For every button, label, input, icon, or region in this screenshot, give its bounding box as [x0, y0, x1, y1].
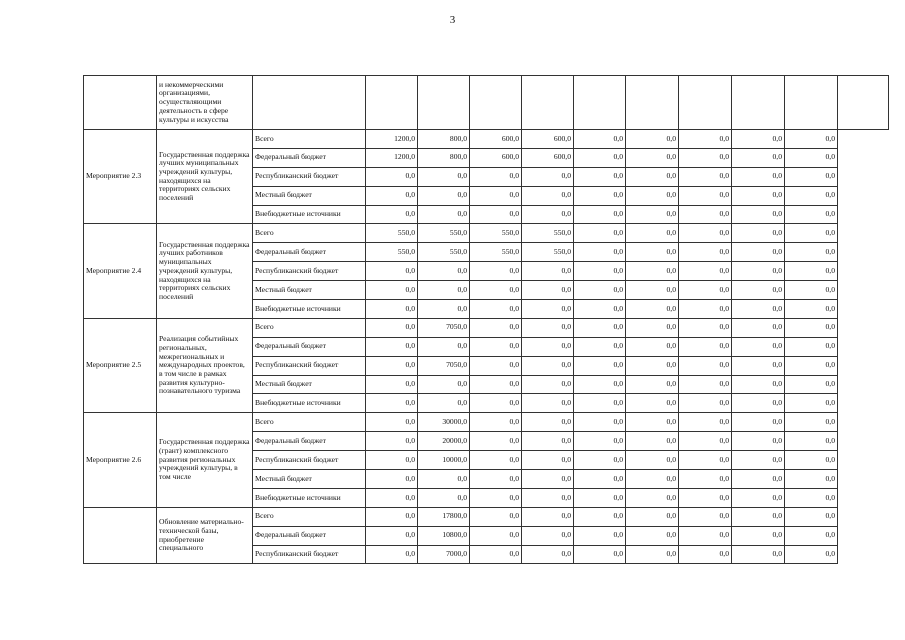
- continuation-name: и некоммерческими организациями, осуществляющими деятельность в сфере культуры и искусства: [159, 79, 229, 124]
- value-cell: 0,0: [418, 470, 470, 489]
- value-cell: 0,0: [418, 167, 470, 186]
- value-cell: 0,0: [785, 281, 838, 300]
- value-cell: 0,0: [679, 526, 732, 545]
- value-cell: 0,0: [574, 356, 626, 375]
- value-cell: 0,0: [366, 451, 418, 470]
- value-cell: 0,0: [418, 337, 470, 356]
- continuation-empty-cell: [470, 76, 522, 130]
- value-cell: 0,0: [679, 337, 732, 356]
- value-cell: 0,0: [366, 488, 418, 507]
- value-cell: 0,0: [522, 470, 574, 489]
- value-cell: 0,0: [470, 545, 522, 564]
- value-cell: 800,0: [418, 148, 470, 167]
- value-cell: 0,0: [418, 375, 470, 394]
- value-cell: 0,0: [522, 281, 574, 300]
- funding-source: Всего: [253, 130, 366, 149]
- value-cell: 0,0: [574, 186, 626, 205]
- value-cell: 0,0: [470, 167, 522, 186]
- continuation-empty-cell: [626, 76, 679, 130]
- value-cell: 0,0: [418, 205, 470, 224]
- funding-source: Всего: [253, 413, 366, 432]
- value-cell: 0,0: [732, 300, 785, 319]
- value-cell: 0,0: [574, 394, 626, 413]
- value-cell: 600,0: [470, 130, 522, 149]
- value-cell: 0,0: [626, 432, 679, 451]
- funding-source: Федеральный бюджет: [253, 337, 366, 356]
- value-cell: 0,0: [732, 224, 785, 243]
- value-cell: 0,0: [366, 318, 418, 337]
- event-name-cell: [157, 413, 253, 507]
- funding-source: Внебюджетные источники: [253, 205, 366, 224]
- value-cell: 0,0: [785, 507, 838, 526]
- event-name-cell: [157, 130, 253, 224]
- value-cell: 0,0: [732, 375, 785, 394]
- value-cell: 0,0: [574, 205, 626, 224]
- value-cell: 0,0: [626, 545, 679, 564]
- value-cell: 0,0: [679, 375, 732, 394]
- value-cell: 0,0: [470, 262, 522, 281]
- value-cell: 0,0: [366, 167, 418, 186]
- value-cell: 0,0: [626, 300, 679, 319]
- value-cell: 0,0: [626, 243, 679, 262]
- event-cell: [84, 507, 157, 564]
- funding-source: Республиканский бюджет: [253, 262, 366, 281]
- value-cell: 0,0: [626, 205, 679, 224]
- value-cell: 0,0: [522, 488, 574, 507]
- value-cell: 0,0: [732, 130, 785, 149]
- value-cell: 0,0: [732, 470, 785, 489]
- value-cell: 0,0: [418, 186, 470, 205]
- value-cell: 0,0: [366, 526, 418, 545]
- value-cell: 0,0: [626, 318, 679, 337]
- value-cell: 550,0: [366, 243, 418, 262]
- value-cell: 0,0: [785, 318, 838, 337]
- continuation-empty-cell: [253, 76, 366, 130]
- value-cell: 0,0: [574, 413, 626, 432]
- event-name: Государственная поддержка (грант) комплексного развития региональных учреждений культуры, в том числе: [159, 437, 250, 482]
- value-cell: 0,0: [785, 148, 838, 167]
- value-cell: 0,0: [470, 507, 522, 526]
- value-cell: 0,0: [574, 262, 626, 281]
- value-cell: 0,0: [679, 488, 732, 507]
- value-cell: 0,0: [522, 394, 574, 413]
- value-cell: 17800,0: [418, 507, 470, 526]
- event-name: Государственная поддержка лучших работников муниципальных учреждений культуры, находящихся на территориях сельских поселений: [159, 239, 250, 301]
- event-name-cell: [157, 507, 253, 564]
- value-cell: 0,0: [366, 281, 418, 300]
- funding-source: Республиканский бюджет: [253, 167, 366, 186]
- value-cell: 7000,0: [418, 545, 470, 564]
- value-cell: 600,0: [522, 148, 574, 167]
- value-cell: 0,0: [522, 432, 574, 451]
- value-cell: 0,0: [679, 167, 732, 186]
- value-cell: 0,0: [679, 356, 732, 375]
- funding-source: Местный бюджет: [253, 375, 366, 394]
- value-cell: 0,0: [732, 507, 785, 526]
- value-cell: 0,0: [626, 451, 679, 470]
- funding-source: Внебюджетные источники: [253, 488, 366, 507]
- event-label: Мероприятие 2.6: [86, 454, 142, 464]
- value-cell: 0,0: [785, 451, 838, 470]
- value-cell: 0,0: [732, 451, 785, 470]
- event-cell: [84, 130, 157, 224]
- value-cell: 0,0: [574, 224, 626, 243]
- value-cell: 0,0: [470, 356, 522, 375]
- value-cell: 0,0: [732, 167, 785, 186]
- funding-source: Республиканский бюджет: [253, 451, 366, 470]
- value-cell: 0,0: [522, 205, 574, 224]
- value-cell: 0,0: [522, 167, 574, 186]
- value-cell: 0,0: [679, 243, 732, 262]
- value-cell: 0,0: [418, 488, 470, 507]
- continuation-empty-cell: [838, 76, 889, 130]
- value-cell: 0,0: [626, 394, 679, 413]
- value-cell: 550,0: [522, 224, 574, 243]
- value-cell: 0,0: [574, 337, 626, 356]
- value-cell: 0,0: [785, 413, 838, 432]
- value-cell: 0,0: [732, 186, 785, 205]
- value-cell: 0,0: [574, 148, 626, 167]
- value-cell: 0,0: [366, 205, 418, 224]
- value-cell: 0,0: [470, 318, 522, 337]
- value-cell: 0,0: [574, 318, 626, 337]
- event-name: Обновление материально-технической базы, приобретение специального: [159, 517, 244, 553]
- value-cell: 0,0: [732, 526, 785, 545]
- value-cell: 0,0: [366, 394, 418, 413]
- value-cell: 0,0: [574, 243, 626, 262]
- value-cell: 0,0: [574, 545, 626, 564]
- value-cell: 10000,0: [418, 451, 470, 470]
- continuation-empty-cell: [418, 76, 470, 130]
- value-cell: 0,0: [574, 167, 626, 186]
- value-cell: 0,0: [785, 262, 838, 281]
- value-cell: 0,0: [785, 470, 838, 489]
- value-cell: 0,0: [522, 413, 574, 432]
- value-cell: 0,0: [732, 413, 785, 432]
- value-cell: 600,0: [470, 148, 522, 167]
- value-cell: 0,0: [366, 507, 418, 526]
- event-name-cell: [157, 318, 253, 412]
- value-cell: 0,0: [626, 337, 679, 356]
- value-cell: 0,0: [732, 205, 785, 224]
- value-cell: 0,0: [522, 318, 574, 337]
- value-cell: 0,0: [785, 337, 838, 356]
- value-cell: 550,0: [470, 224, 522, 243]
- value-cell: 0,0: [470, 470, 522, 489]
- value-cell: 0,0: [522, 375, 574, 394]
- value-cell: 0,0: [470, 205, 522, 224]
- value-cell: 0,0: [785, 186, 838, 205]
- value-cell: 0,0: [679, 413, 732, 432]
- continuation-name-cell: [157, 76, 253, 130]
- value-cell: 0,0: [574, 507, 626, 526]
- value-cell: 0,0: [574, 130, 626, 149]
- value-cell: 0,0: [626, 470, 679, 489]
- value-cell: 0,0: [366, 356, 418, 375]
- value-cell: 0,0: [470, 488, 522, 507]
- value-cell: 0,0: [366, 300, 418, 319]
- funding-source: Внебюджетные источники: [253, 300, 366, 319]
- value-cell: 0,0: [366, 262, 418, 281]
- value-cell: 0,0: [679, 394, 732, 413]
- funding-source: Всего: [253, 318, 366, 337]
- funding-source: Всего: [253, 507, 366, 526]
- value-cell: 0,0: [626, 488, 679, 507]
- value-cell: 0,0: [785, 545, 838, 564]
- value-cell: 0,0: [679, 507, 732, 526]
- value-cell: 0,0: [470, 186, 522, 205]
- value-cell: 0,0: [522, 300, 574, 319]
- value-cell: 7050,0: [418, 318, 470, 337]
- continuation-empty-cell: [574, 76, 626, 130]
- event-name: Государственная поддержка лучших муниципальных учреждений культуры, находящихся на территориях сельских поселений: [159, 149, 250, 203]
- value-cell: 0,0: [732, 545, 785, 564]
- value-cell: 0,0: [679, 470, 732, 489]
- value-cell: 0,0: [626, 262, 679, 281]
- value-cell: 0,0: [679, 545, 732, 564]
- funding-source: Всего: [253, 224, 366, 243]
- value-cell: 0,0: [574, 451, 626, 470]
- value-cell: 30000,0: [418, 413, 470, 432]
- value-cell: 0,0: [679, 205, 732, 224]
- value-cell: 0,0: [470, 394, 522, 413]
- event-label: Мероприятие 2.5: [86, 360, 142, 370]
- value-cell: 550,0: [366, 224, 418, 243]
- value-cell: 0,0: [732, 394, 785, 413]
- value-cell: 0,0: [626, 186, 679, 205]
- value-cell: 0,0: [470, 281, 522, 300]
- funding-source: Местный бюджет: [253, 470, 366, 489]
- table-row: [84, 507, 889, 526]
- continuation-empty-cell: [785, 76, 838, 130]
- value-cell: 0,0: [470, 300, 522, 319]
- value-cell: 0,0: [470, 451, 522, 470]
- continuation-empty-cell: [522, 76, 574, 130]
- value-cell: 0,0: [470, 375, 522, 394]
- value-cell: 1200,0: [366, 130, 418, 149]
- value-cell: 0,0: [366, 432, 418, 451]
- value-cell: 0,0: [785, 300, 838, 319]
- value-cell: 0,0: [522, 451, 574, 470]
- value-cell: 0,0: [574, 300, 626, 319]
- event-label: Мероприятие 2.4: [86, 265, 142, 275]
- value-cell: 0,0: [679, 300, 732, 319]
- event-cell: [84, 413, 157, 507]
- table-row: [84, 318, 889, 337]
- value-cell: 0,0: [732, 281, 785, 300]
- funding-source: Федеральный бюджет: [253, 526, 366, 545]
- value-cell: 0,0: [732, 356, 785, 375]
- page-number: 3: [449, 14, 456, 26]
- continuation-event-cell: [84, 76, 157, 130]
- continuation-empty-cell: [366, 76, 418, 130]
- table-body: [84, 76, 889, 564]
- value-cell: 0,0: [574, 281, 626, 300]
- value-cell: 0,0: [626, 526, 679, 545]
- value-cell: 0,0: [679, 451, 732, 470]
- funding-source: Федеральный бюджет: [253, 243, 366, 262]
- continuation-empty-cell: [679, 76, 732, 130]
- value-cell: 0,0: [366, 413, 418, 432]
- funding-source: Республиканский бюджет: [253, 356, 366, 375]
- funding-source: Местный бюджет: [253, 186, 366, 205]
- funding-source: Федеральный бюджет: [253, 148, 366, 167]
- continuation-empty-cell: [732, 76, 785, 130]
- value-cell: 0,0: [522, 356, 574, 375]
- event-cell: [84, 224, 157, 318]
- value-cell: 10800,0: [418, 526, 470, 545]
- value-cell: 1200,0: [366, 148, 418, 167]
- value-cell: 600,0: [522, 130, 574, 149]
- value-cell: 0,0: [574, 375, 626, 394]
- event-name: Реализация событийных региональных, межрегиональных и международных проектов, в том числе в рамках развития культурно-познавательного туризма: [159, 334, 245, 396]
- value-cell: 0,0: [574, 432, 626, 451]
- value-cell: 0,0: [679, 130, 732, 149]
- value-cell: 0,0: [732, 488, 785, 507]
- funding-source: Внебюджетные источники: [253, 394, 366, 413]
- value-cell: 0,0: [785, 375, 838, 394]
- value-cell: 0,0: [732, 243, 785, 262]
- value-cell: 0,0: [785, 167, 838, 186]
- value-cell: 20000,0: [418, 432, 470, 451]
- value-cell: 0,0: [732, 262, 785, 281]
- value-cell: 0,0: [574, 470, 626, 489]
- funding-source: Республиканский бюджет: [253, 545, 366, 564]
- value-cell: 0,0: [366, 470, 418, 489]
- value-cell: 0,0: [366, 545, 418, 564]
- value-cell: 0,0: [626, 130, 679, 149]
- value-cell: 550,0: [522, 243, 574, 262]
- value-cell: 550,0: [470, 243, 522, 262]
- value-cell: 550,0: [418, 243, 470, 262]
- value-cell: 0,0: [522, 507, 574, 526]
- table-row: [84, 413, 889, 432]
- value-cell: 0,0: [574, 526, 626, 545]
- value-cell: 0,0: [418, 281, 470, 300]
- value-cell: 0,0: [522, 262, 574, 281]
- value-cell: 0,0: [679, 432, 732, 451]
- value-cell: 0,0: [785, 432, 838, 451]
- value-cell: 0,0: [470, 337, 522, 356]
- value-cell: 0,0: [785, 130, 838, 149]
- value-cell: 0,0: [574, 488, 626, 507]
- value-cell: 0,0: [679, 318, 732, 337]
- value-cell: 800,0: [418, 130, 470, 149]
- value-cell: 0,0: [626, 224, 679, 243]
- value-cell: 0,0: [470, 413, 522, 432]
- event-label: Мероприятие 2.3: [86, 171, 142, 181]
- value-cell: 0,0: [732, 337, 785, 356]
- value-cell: 0,0: [522, 545, 574, 564]
- event-name-cell: [157, 224, 253, 318]
- value-cell: 0,0: [522, 526, 574, 545]
- value-cell: 0,0: [470, 432, 522, 451]
- value-cell: 0,0: [785, 488, 838, 507]
- value-cell: 0,0: [679, 281, 732, 300]
- value-cell: 0,0: [626, 356, 679, 375]
- value-cell: 0,0: [732, 318, 785, 337]
- value-cell: 0,0: [418, 300, 470, 319]
- value-cell: 0,0: [626, 413, 679, 432]
- value-cell: 0,0: [626, 167, 679, 186]
- value-cell: 0,0: [626, 281, 679, 300]
- value-cell: 0,0: [679, 224, 732, 243]
- event-cell: [84, 318, 157, 412]
- value-cell: 0,0: [785, 356, 838, 375]
- continuation-row: [84, 76, 889, 130]
- value-cell: 0,0: [626, 375, 679, 394]
- value-cell: 0,0: [679, 148, 732, 167]
- value-cell: 0,0: [418, 394, 470, 413]
- value-cell: 0,0: [366, 375, 418, 394]
- value-cell: 0,0: [626, 148, 679, 167]
- budget-table: [83, 75, 889, 564]
- value-cell: 0,0: [679, 262, 732, 281]
- value-cell: 550,0: [418, 224, 470, 243]
- value-cell: 0,0: [785, 243, 838, 262]
- value-cell: 0,0: [679, 186, 732, 205]
- table-row: [84, 224, 889, 243]
- table-row: [84, 130, 889, 149]
- value-cell: 0,0: [626, 507, 679, 526]
- value-cell: 0,0: [785, 526, 838, 545]
- value-cell: 0,0: [785, 394, 838, 413]
- value-cell: 0,0: [785, 205, 838, 224]
- value-cell: 0,0: [522, 186, 574, 205]
- value-cell: 0,0: [785, 224, 838, 243]
- value-cell: 0,0: [732, 148, 785, 167]
- value-cell: 0,0: [522, 337, 574, 356]
- value-cell: 0,0: [366, 186, 418, 205]
- value-cell: 0,0: [418, 262, 470, 281]
- funding-source: Местный бюджет: [253, 281, 366, 300]
- value-cell: 7050,0: [418, 356, 470, 375]
- value-cell: 0,0: [470, 526, 522, 545]
- value-cell: 0,0: [732, 432, 785, 451]
- value-cell: 0,0: [366, 337, 418, 356]
- funding-source: Федеральный бюджет: [253, 432, 366, 451]
